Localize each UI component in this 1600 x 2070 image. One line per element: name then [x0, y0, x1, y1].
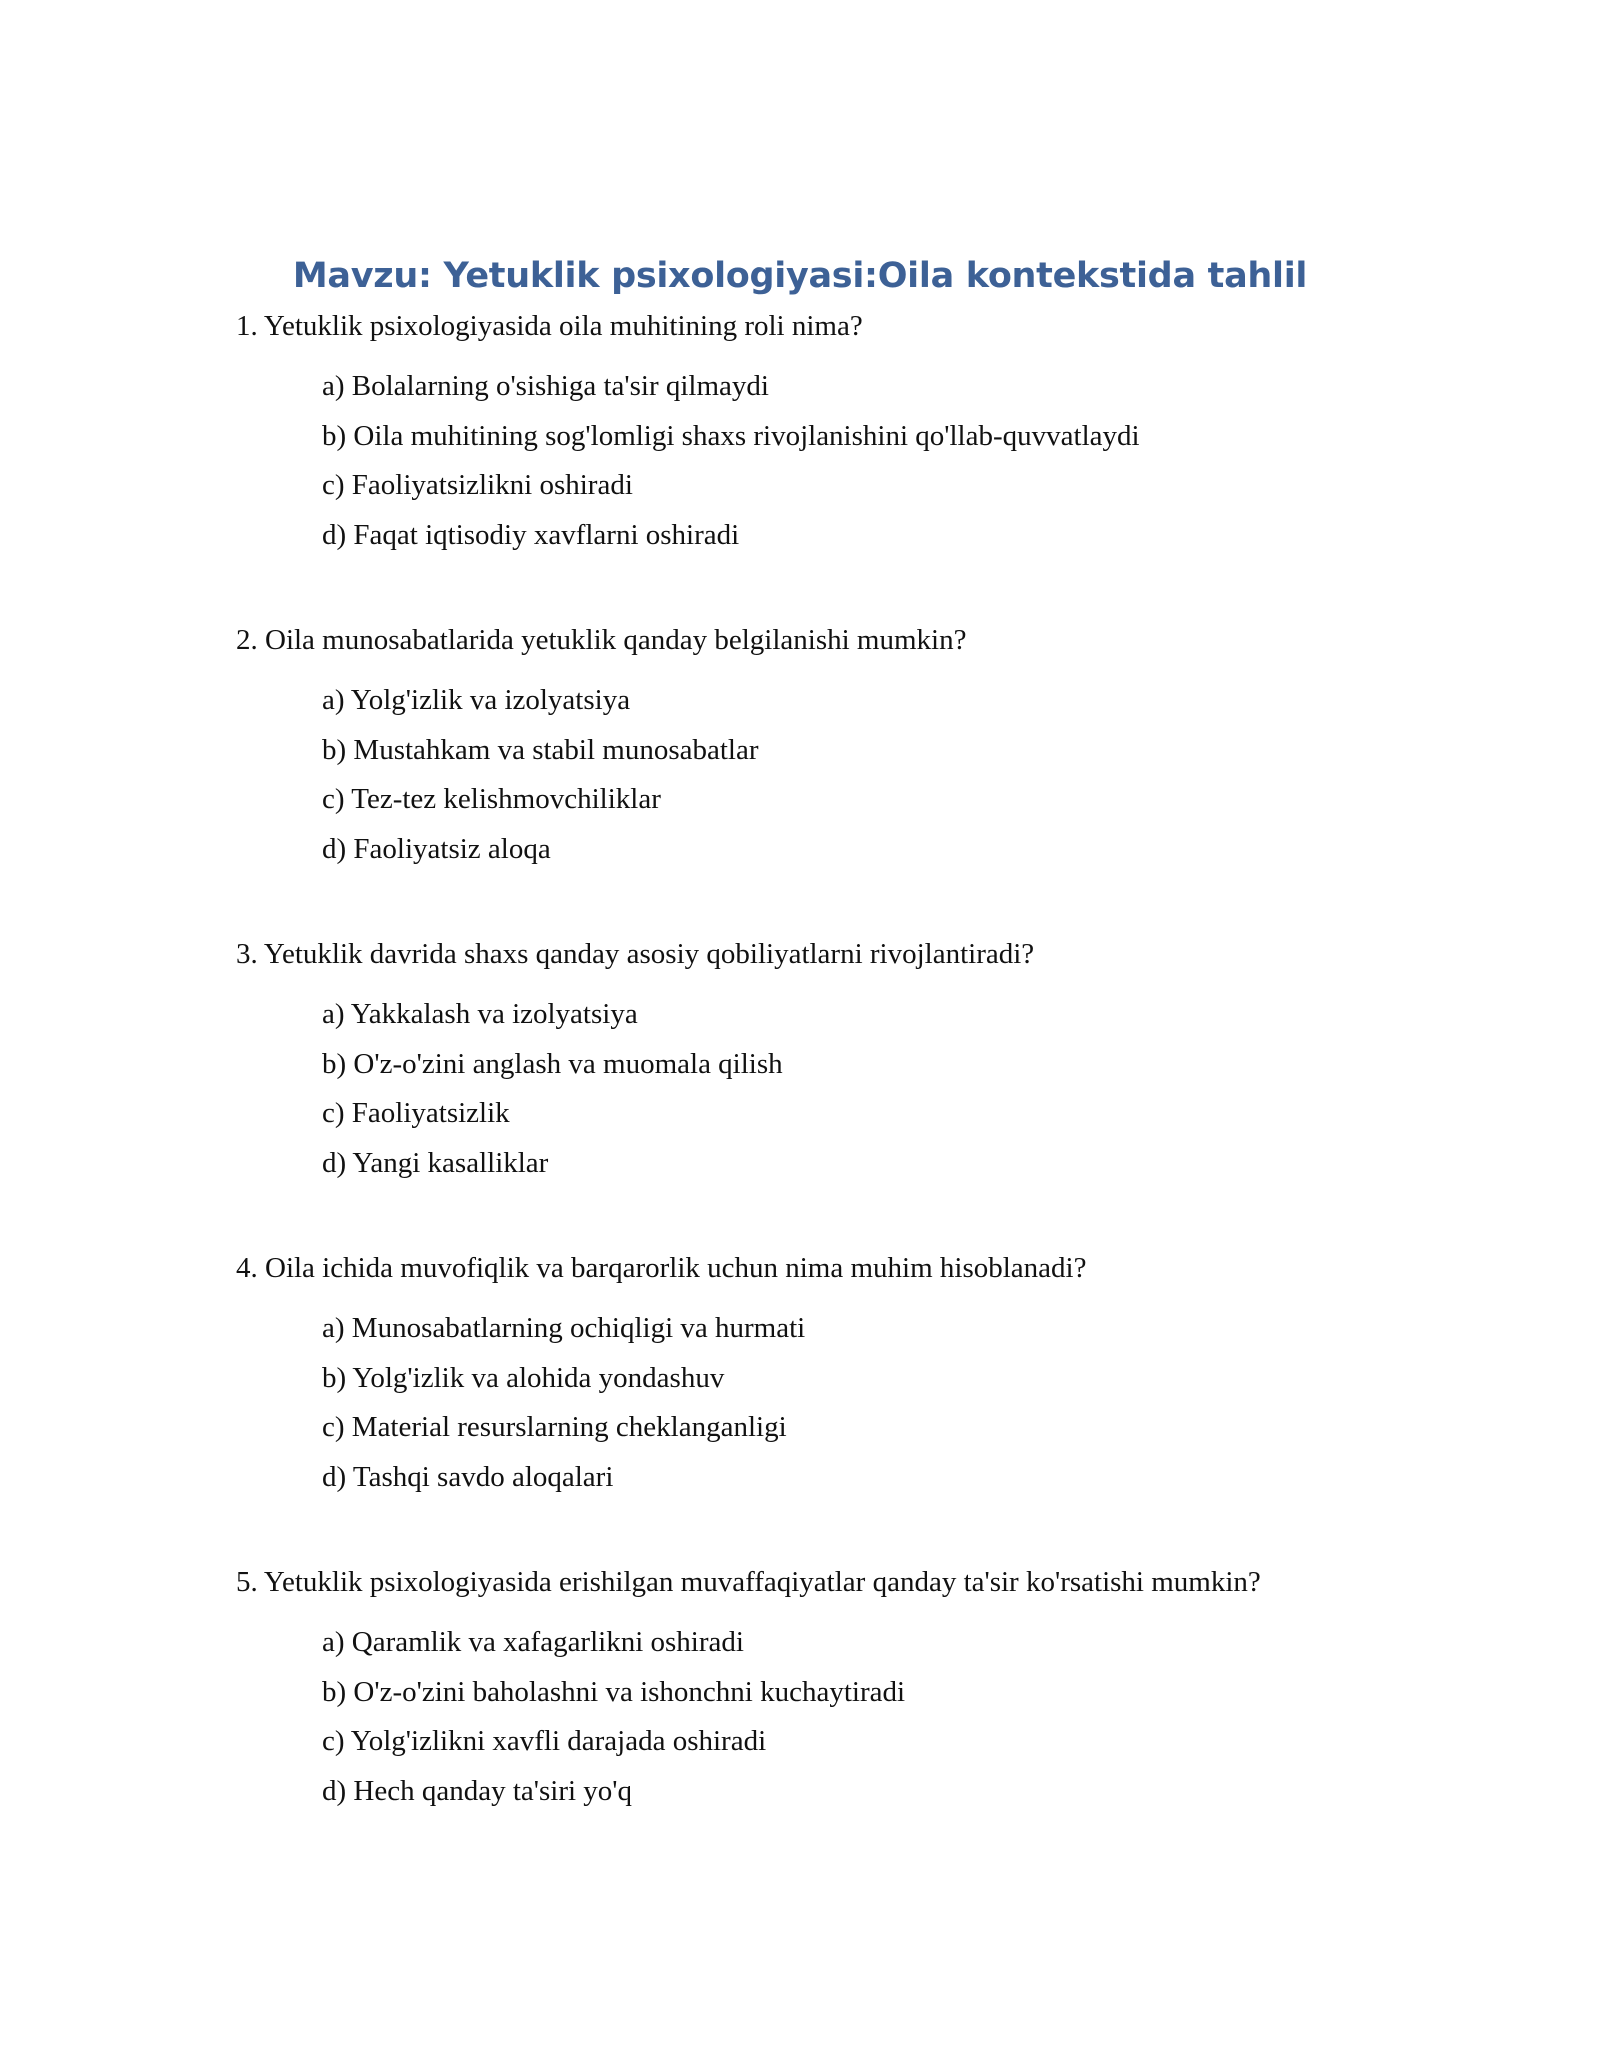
- option-a: a) Yolg'izlik va izolyatsiya: [322, 684, 631, 716]
- question-4: [236, 1248, 1436, 1502]
- option-a: a) Bolalarning o'sishiga ta'sir qilmaydi: [322, 370, 769, 402]
- option-b: b) O'z-o'zini anglash va muomala qilish: [322, 1047, 783, 1080]
- option-d: d) Yangi kasalliklar: [322, 1146, 549, 1179]
- option-a: a) Yakkalash va izolyatsiya: [322, 998, 638, 1030]
- question-text: 2. Oila munosabatlarida yetuklik qanday belgilanishi mumkin?: [236, 624, 967, 656]
- question-1: [236, 306, 1436, 560]
- question-text: 1. Yetuklik psixologiyasida oila muhitining roli nima?: [236, 310, 863, 342]
- option-d: d) Hech qanday ta'siri yo'q: [322, 1774, 633, 1807]
- question-5: [236, 1562, 1436, 1816]
- option-d: d) Faqat iqtisodiy xavflarni oshiradi: [322, 518, 740, 551]
- option-c: c) Faoliyatsizlikni oshiradi: [322, 469, 633, 501]
- document-title: Mavzu: Yetuklik psixologiyasi:Oila kontekstida tahlil: [292, 256, 1308, 296]
- question-text: 3. Yetuklik davrida shaxs qanday asosiy qobiliyatlarni rivojlantiradi?: [236, 938, 1035, 970]
- option-list: [236, 1304, 1436, 1502]
- option-d: d) Faoliyatsiz aloqa: [322, 832, 551, 865]
- option-list: [236, 676, 1436, 874]
- question-3: [236, 934, 1436, 1188]
- option-a: a) Munosabatlarning ochiqligi va hurmati: [322, 1312, 806, 1344]
- option-list: [236, 990, 1436, 1188]
- option-b: b) Yolg'izlik va alohida yondashuv: [322, 1361, 725, 1394]
- option-list: [236, 1618, 1436, 1816]
- option-b: b) Oila muhitining sog'lomligi shaxs rivojlanishini qo'llab-quvvatlaydi: [322, 419, 1140, 452]
- question-text: 5. Yetuklik psixologiyasida erishilgan muvaffaqiyatlar qanday ta'sir ko'rsatishi mumkin?: [236, 1566, 1261, 1598]
- option-c: c) Tez-tez kelishmovchiliklar: [322, 783, 661, 815]
- option-c: c) Faoliyatsizlik: [322, 1097, 510, 1129]
- option-c: c) Yolg'izlikni xavfli darajada oshiradi: [322, 1725, 767, 1757]
- question-2: [236, 620, 1436, 874]
- option-b: b) Mustahkam va stabil munosabatlar: [322, 733, 759, 766]
- question-list: [236, 306, 1436, 1876]
- option-c: c) Material resurslarning cheklanganligi: [322, 1411, 787, 1443]
- question-text: 4. Oila ichida muvofiqlik va barqarorlik uchun nima muhim hisoblanadi?: [236, 1252, 1087, 1284]
- option-a: a) Qaramlik va xafagarlikni oshiradi: [322, 1626, 744, 1658]
- option-b: b) O'z-o'zini baholashni va ishonchni kuchaytiradi: [322, 1675, 906, 1708]
- option-list: [236, 362, 1436, 560]
- option-d: d) Tashqi savdo aloqalari: [322, 1460, 614, 1493]
